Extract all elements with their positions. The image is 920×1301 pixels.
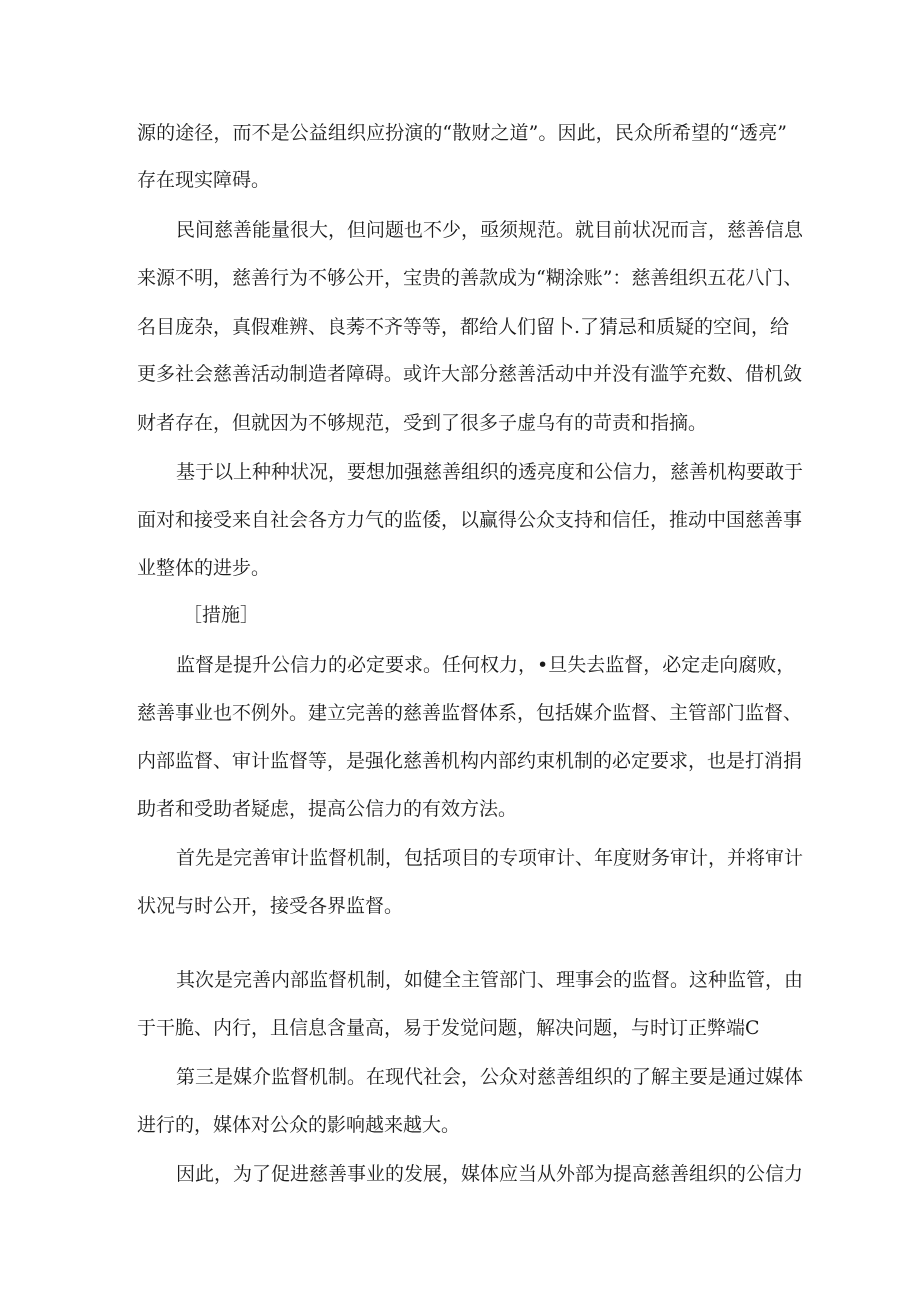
text-line: 基于以上种种状况，要想加强慈善组织的透亮度和公信力，慈善机构要敢于 xyxy=(176,461,804,483)
text-line: 源的途径，而不是公益组织应扮演的“散财之道”。因此，民众所希望的“透亮” xyxy=(137,122,787,144)
text-line: 内部监督、审计监督等，是强化慈善机构内部约束机制的必定要求，也是打消捐 xyxy=(137,750,803,772)
text-line: 业整体的进步。 xyxy=(137,557,271,579)
text-line: 来源不明，慈善行为不够公开，宝贵的善款成为“糊涂账”：慈善组织五花八门、 xyxy=(137,267,803,289)
text-line: 慈善事业也不例外。建立完善的慈善监督体系，包括媒介监督、主管部门监督、 xyxy=(137,702,803,724)
text-line: 第三是媒介监督机制。在现代社会，公众对慈善组织的了解主要是通过媒体 xyxy=(176,1066,804,1088)
text-line: 进行的，媒体对公众的影响越来越大。 xyxy=(137,1114,461,1136)
text-line: 状况与时公开，接受各界监督。 xyxy=(137,895,404,917)
text-line: 其次是完善内部监督机制，如健全主管部门、理事会的监督。这种监管，由 xyxy=(176,969,804,991)
text-line: 首先是完善审计监督机制，包括项目的专项审计、年度财务审计，并将审计 xyxy=(176,847,804,869)
text-line: 更多社会慈善活动制造者障碍。或许大部分慈善活动中并没有滥竽充数、借机敛 xyxy=(137,363,803,385)
text-line: 存在现实障碍。 xyxy=(137,169,271,191)
text-line: 监督是提升公信力的必定要求。任何权力，•旦失去监督，必定走向腐败， xyxy=(176,654,796,676)
text-line: 助者和受助者疑虑，提高公信力的有效方法。 xyxy=(137,798,518,820)
text-line: 因此，为了促进慈善事业的发展，媒体应当从外部为提高慈善组织的公信力 xyxy=(176,1163,804,1185)
text-line: 民间慈善能量很大，但问题也不少，亟须规范。就目前状况而言，慈善信息 xyxy=(176,219,804,241)
section-heading: ［措施］ xyxy=(183,604,260,626)
text-line: 面对和接受来自社会各方力气的监倭，以赢得公众支持和信任，推动中国慈善事 xyxy=(137,509,803,531)
text-line: 名目庞杂，真假难辨、良莠不齐等等，都给人们留卜.了猜忌和质疑的空间，给 xyxy=(137,316,790,338)
text-line: 财者存在，但就因为不够规范，受到了很多子虚乌有的苛责和指摘。 xyxy=(137,412,708,434)
text-line: 于干脆、内行，且信息含量高，易于发觉问题，解决问题，与时订正弊端C xyxy=(137,1017,760,1039)
